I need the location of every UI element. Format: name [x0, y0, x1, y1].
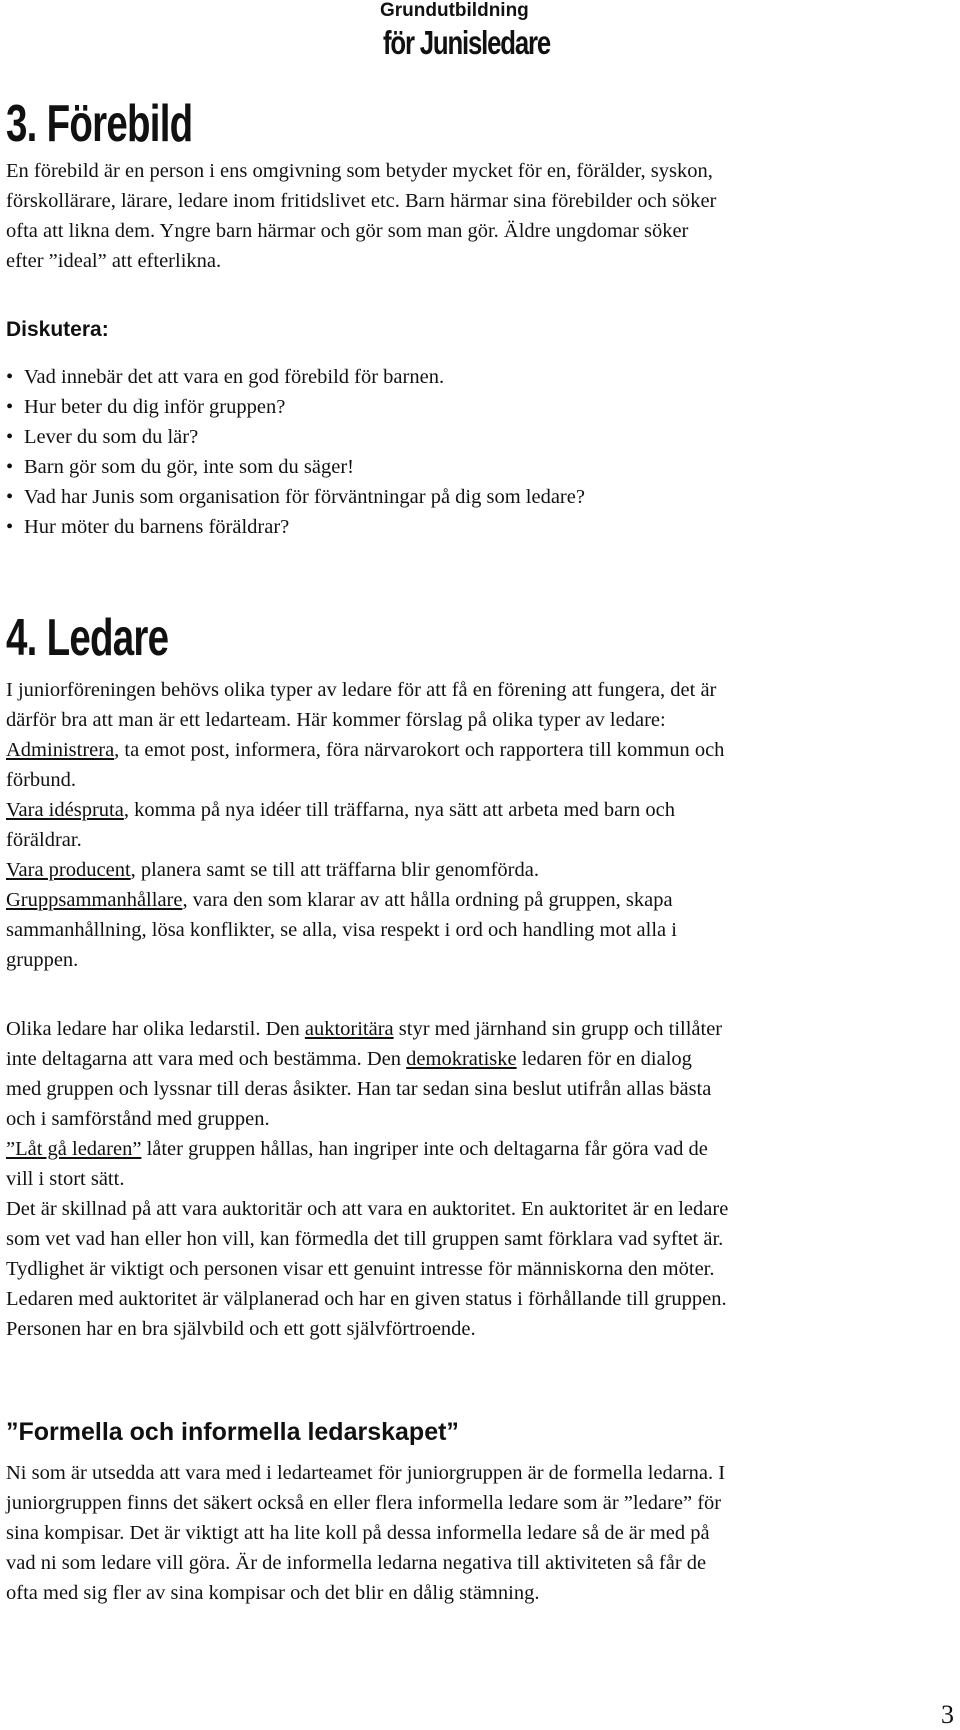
- role-idea-generator: Vara idéspruta, komma på nya idéer till träffarna, nya sätt att arbeta med barn och: [6, 799, 676, 821]
- page-number: 3: [941, 1700, 954, 1729]
- list-item: • Vad innebär det att vara en god förebild för barnen.: [6, 362, 585, 392]
- discussion-list: [6, 362, 585, 542]
- leadership-styles: Olika ledare har olika ledarstil. Den auktoritära styr med järnhand sin grupp och tillåter inte deltagarna att vara med och bestämma. Den demokratiske ledaren för en dialog med gruppen och lyssnar till deras åsikter. Han tar sedan sina beslut utifrån allas bästa och i samförstånd med gruppen. ”Låt gå ledaren” låter gruppen hållas, han ingriper inte och deltagarna får göra vad de vill i stort sätt. Det är skillnad på att vara auktoritär och att vara en auktoritet. En auktoritet är en ledare som vet vad han eller hon vill, kan förmedla det till gruppen samt förklara vad syftet är. Tydlighet är viktigt och personen visar ett genuint intresse för människorna den möter. Ledaren med auktoritet är välplanerad och har en given status i förhållande till gruppen. Personen har en bra självbild och ett gott självförtroende.: [6, 1018, 729, 1340]
- role-producer: Vara producent, planera samt se till att träffarna blir genomförda.: [6, 859, 539, 881]
- header-subtitle: Grundutbildning: [380, 0, 529, 21]
- section-3-title: 3. Förebild: [6, 95, 193, 153]
- bullet-icon: •: [6, 396, 14, 418]
- list-item: • Vad har Junis som organisation för förväntningar på dig som ledare?: [6, 482, 585, 512]
- list-item: • Hur möter du barnens föräldrar?: [6, 512, 585, 542]
- section-3-intro: [6, 156, 950, 276]
- bullet-icon: •: [6, 516, 14, 538]
- formal-informal-heading: ”Formella och informella ledarskapet”: [6, 1418, 459, 1446]
- intro-line: En förebild är en person i ens omgivning som betyder mycket för en, förälder, syskon,: [6, 160, 713, 182]
- discuss-heading: Diskutera:: [6, 318, 109, 341]
- role-group-keeper: Gruppsammanhållare, vara den som klarar av att hålla ordning på gruppen, skapa: [6, 889, 673, 911]
- term-authoritarian: auktoritära: [304, 1018, 394, 1040]
- bullet-icon: •: [6, 486, 14, 508]
- list-item: • Lever du som du lär?: [6, 422, 585, 452]
- intro-line: förskollärare, lärare, ledare inom fritidslivet etc. Barn härmar sina förebilder och söker: [6, 190, 717, 212]
- intro-line: efter ”ideal” att efterlikna.: [6, 250, 222, 272]
- term-democratic: demokratiske: [406, 1048, 517, 1070]
- intro-line: ofta att likna dem. Yngre barn härmar och gör som man gör. Äldre ungdomar söker: [6, 220, 689, 242]
- role-administrator: Administrera, ta emot post, informera, föra närvarokort och rapportera till kommun och: [6, 739, 725, 761]
- formal-informal-body: Ni som är utsedda att vara med i ledarteamet för juniorgruppen är de formella ledarna. I juniorgruppen finns det säkert också en eller flera informella ledare som är ”ledare” för sina kompisar. Det är viktigt att ha lite koll på dessa informella ledare så de är med på vad ni som ledare vill göra. Är de informella ledarna negativa till aktiviteten så får de ofta med sig fler av sina kompisar och det blir en dålig stämning.: [6, 1462, 726, 1604]
- list-item: • Barn gör som du gör, inte som du säger!: [6, 452, 585, 482]
- bullet-icon: •: [6, 366, 14, 388]
- bullet-icon: •: [6, 456, 14, 478]
- section-4-title: 4. Ledare: [6, 609, 169, 667]
- term-laissez-faire: ”Låt gå ledaren”: [6, 1138, 142, 1160]
- header-title: för Junisledare: [383, 24, 550, 61]
- bullet-icon: •: [6, 426, 14, 448]
- list-item: • Hur beter du dig inför gruppen?: [6, 392, 585, 422]
- section-4-body: I juniorföreningen behövs olika typer av ledare för att få en förening att fungera, det är därför bra att man är ett ledarteam. Här kommer förslag på olika typer av ledare: Administrera, ta emot post, informera, föra närvarokort och rapportera till kommun och förbund. Vara idéspruta, komma på nya idéer till träffarna, nya sätt att arbeta med barn och föräldrar. Vara producent, planera samt se till att träffarna blir genomförda. Gruppsammanhållare, vara den som klarar av att hålla ordning på gruppen, skapa sammanhållning, lösa konflikter, se alla, visa respekt i ord och handling mot alla i gruppen.: [6, 675, 950, 975]
